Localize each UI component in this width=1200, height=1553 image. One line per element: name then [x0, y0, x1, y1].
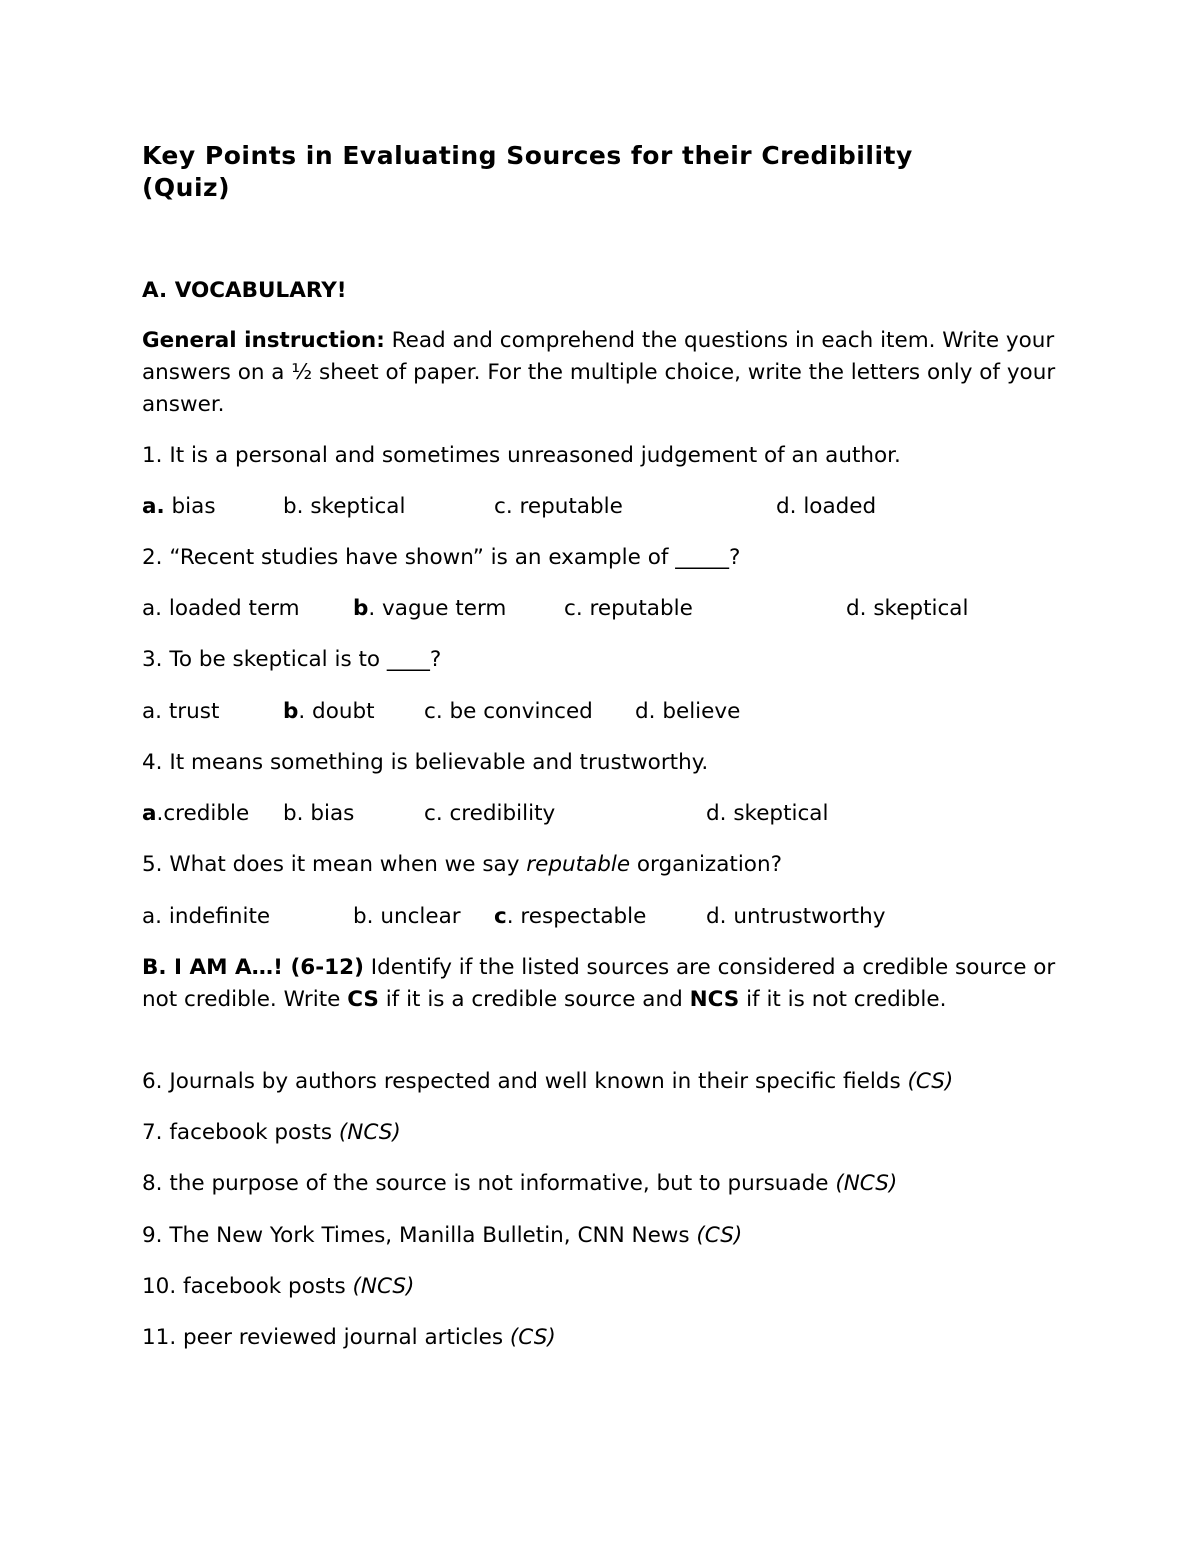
- item-7: [142, 1117, 1072, 1149]
- option-2a: [142, 593, 300, 625]
- option-1c: [494, 491, 623, 523]
- item-answer: (NCS): [338, 1120, 401, 1145]
- item-text: 11. peer reviewed journal articles: [142, 1325, 510, 1350]
- option-text: indefinite: [162, 904, 271, 929]
- option-text: credibility: [442, 801, 556, 826]
- option-text: .credible: [156, 801, 250, 826]
- option-3c: [424, 696, 593, 728]
- option-5b: [353, 901, 461, 933]
- option-1d: [776, 491, 876, 523]
- option-4c: [424, 798, 555, 830]
- option-text: unclear: [373, 904, 461, 929]
- option-letter: c.: [564, 596, 583, 621]
- option-3b: [283, 696, 375, 728]
- item-answer: (CS): [509, 1325, 556, 1350]
- section-b-text: if it is not credible.: [739, 987, 947, 1012]
- option-4a: [142, 798, 249, 830]
- option-text: bias: [303, 801, 355, 826]
- option-letter: d.: [846, 596, 867, 621]
- item-text: 10. facebook posts: [142, 1274, 353, 1299]
- item-10: [142, 1271, 1072, 1303]
- general-instruction: [142, 325, 1072, 421]
- option-letter: a.: [142, 494, 165, 519]
- option-letter: a.: [142, 699, 163, 724]
- item-text: 8. the purpose of the source is not informative, but to pursuade: [142, 1171, 836, 1196]
- item-6: [142, 1066, 1072, 1098]
- option-text: . doubt: [298, 699, 375, 724]
- section-b-heading: B. I AM A…! (6-12): [142, 955, 364, 980]
- option-letter: a.: [142, 904, 163, 929]
- option-letter: d.: [776, 494, 797, 519]
- option-letter: c.: [424, 699, 443, 724]
- option-2c: [564, 593, 693, 625]
- section-b-text: Identify if the listed sources are considered a credible source or not credible. Write: [142, 955, 1056, 1012]
- item-answer: (CS): [696, 1223, 743, 1248]
- item-answer: (NCS): [835, 1171, 898, 1196]
- general-instruction-label: General instruction:: [142, 328, 385, 353]
- question-5-text: 5. What does it mean when we say: [142, 852, 527, 877]
- option-5d: [706, 901, 885, 933]
- question-4: 4. It means something is believable and trustworthy.: [142, 750, 709, 775]
- question-5-italic: reputable: [526, 852, 631, 877]
- option-5a: [142, 901, 270, 933]
- option-letter: b.: [283, 801, 304, 826]
- option-letter: c.: [494, 494, 513, 519]
- document-title: [142, 140, 1042, 204]
- option-text: loaded: [796, 494, 877, 519]
- option-text: . respectable: [506, 904, 647, 929]
- option-1a: [142, 491, 216, 523]
- option-3d: [635, 696, 740, 728]
- option-text: . vague term: [368, 596, 507, 621]
- option-letter: a: [142, 801, 157, 826]
- option-text: skeptical: [303, 494, 406, 519]
- item-11: [142, 1322, 1072, 1354]
- option-5c: [494, 901, 646, 933]
- option-text: skeptical: [726, 801, 829, 826]
- question-1-options: [142, 491, 1072, 523]
- question-5: [142, 849, 1072, 881]
- option-letter: b: [283, 699, 299, 724]
- section-b-text: if it is a credible source and: [378, 987, 690, 1012]
- option-letter: d.: [635, 699, 656, 724]
- option-3a: [142, 696, 219, 728]
- option-letter: a.: [142, 596, 163, 621]
- option-text: trust: [162, 699, 220, 724]
- item-9: [142, 1220, 1072, 1252]
- section-a-heading: A. VOCABULARY!: [142, 278, 347, 303]
- item-text: 9. The New York Times, Manilla Bulletin, CNN News: [142, 1223, 697, 1248]
- cs-label: CS: [347, 987, 379, 1012]
- option-2d: [846, 593, 968, 625]
- option-letter: b: [353, 596, 369, 621]
- question-2: 2. “Recent studies have shown” is an example of _____?: [142, 545, 741, 570]
- option-text: loaded term: [162, 596, 300, 621]
- item-answer: (NCS): [352, 1274, 415, 1299]
- option-text: reputable: [582, 596, 693, 621]
- option-text: reputable: [512, 494, 623, 519]
- option-text: untrustworthy: [726, 904, 886, 929]
- option-text: bias: [164, 494, 216, 519]
- general-instruction-text: Read and comprehend the questions in each item. Write your answers on a ½ sheet of paper. For the multiple choice, write the letters only of your answer.: [142, 328, 1056, 417]
- option-letter: c.: [424, 801, 443, 826]
- item-text: 7. facebook posts: [142, 1120, 339, 1145]
- option-4b: [283, 798, 354, 830]
- item-text: 6. Journals by authors respected and well known in their specific fields: [142, 1069, 908, 1094]
- question-2-options: [142, 593, 1072, 625]
- title-line-2: (Quiz): [142, 173, 231, 202]
- option-letter: c: [494, 904, 507, 929]
- ncs-label: NCS: [689, 987, 740, 1012]
- option-text: be convinced: [442, 699, 593, 724]
- option-letter: b.: [353, 904, 374, 929]
- option-2b: [353, 593, 506, 625]
- option-letter: b.: [283, 494, 304, 519]
- section-b-instruction: [142, 952, 1072, 1016]
- item-8: [142, 1168, 1072, 1200]
- option-text: skeptical: [866, 596, 969, 621]
- question-3: 3. To be skeptical is to ____?: [142, 647, 442, 672]
- question-4-options: [142, 798, 1072, 830]
- option-1b: [283, 491, 405, 523]
- option-letter: d.: [706, 904, 727, 929]
- item-answer: (CS): [907, 1069, 954, 1094]
- title-line-1: Key Points in Evaluating Sources for their Credibility: [142, 141, 913, 170]
- option-letter: d.: [706, 801, 727, 826]
- option-4d: [706, 798, 828, 830]
- option-text: believe: [655, 699, 741, 724]
- question-5-options: [142, 901, 1072, 933]
- question-3-options: [142, 696, 1072, 728]
- question-5-text-end: organization?: [630, 852, 782, 877]
- question-1: 1. It is a personal and sometimes unreasoned judgement of an author.: [142, 443, 901, 468]
